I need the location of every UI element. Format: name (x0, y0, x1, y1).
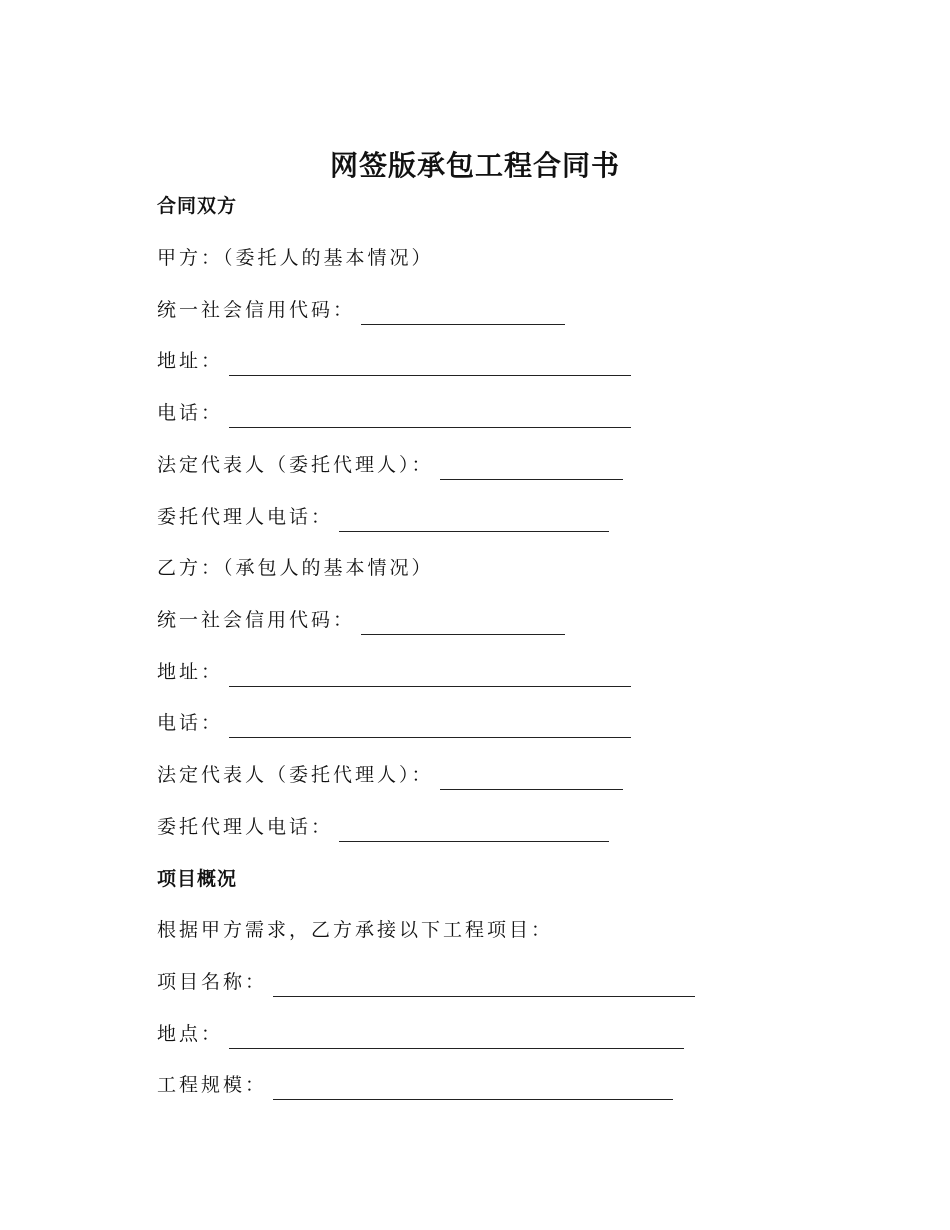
party-b-legal-rep-label: 法定代表人（委托代理人）： (157, 764, 434, 786)
location-row (157, 1019, 684, 1049)
party-b-address-label: 地址： (157, 661, 224, 683)
party-a-credit-code-field[interactable] (361, 300, 565, 325)
party-a-credit-code-row (157, 295, 565, 325)
party-a-phone-row (157, 398, 631, 428)
project-intro-text: 根据甲方需求，乙方承接以下工程项目： (157, 919, 554, 941)
party-a-phone-field[interactable] (229, 403, 631, 428)
party-b-address-row (157, 657, 631, 687)
party-a-address-label: 地址： (157, 350, 224, 372)
party-b-credit-code-field[interactable] (361, 610, 565, 635)
party-a-credit-code-label: 统一社会信用代码： (157, 299, 356, 321)
party-b-legal-rep-field[interactable] (440, 765, 623, 790)
party-b-credit-code-row (157, 605, 565, 635)
party-b-agent-phone-row (157, 812, 609, 842)
location-label: 地点： (157, 1023, 224, 1045)
project-name-label: 项目名称： (157, 971, 268, 993)
party-a-address-row (157, 346, 631, 376)
location-field[interactable] (229, 1024, 684, 1049)
party-a-agent-phone-field[interactable] (339, 507, 609, 532)
document-title: 网签版承包工程合同书 (329, 149, 620, 182)
party-a-legal-rep-field[interactable] (440, 455, 623, 480)
scale-row (157, 1070, 673, 1100)
party-a-header (157, 243, 434, 273)
section-heading-parties: 合同双方 (157, 195, 238, 217)
party-a-address-field[interactable] (229, 351, 631, 376)
party-b-phone-label: 电话： (157, 712, 224, 734)
scale-field[interactable] (273, 1075, 673, 1100)
party-b-legal-rep-row (157, 760, 623, 790)
party-b-agent-phone-field[interactable] (339, 817, 609, 842)
party-a-legal-rep-label: 法定代表人（委托代理人）： (157, 454, 434, 476)
party-b-header-text: 乙方：（承包人的基本情况） (157, 557, 434, 579)
project-intro (157, 915, 553, 945)
party-a-agent-phone-row (157, 502, 609, 532)
scale-label: 工程规模： (157, 1074, 268, 1096)
section-heading-project: 项目概况 (157, 868, 238, 890)
party-b-phone-row (157, 708, 631, 738)
party-a-agent-phone-label: 委托代理人电话： (157, 506, 334, 528)
party-a-header-text: 甲方：（委托人的基本情况） (157, 247, 434, 269)
party-b-credit-code-label: 统一社会信用代码： (157, 609, 356, 631)
party-b-header (157, 553, 434, 583)
party-b-phone-field[interactable] (229, 713, 631, 738)
party-b-agent-phone-label: 委托代理人电话： (157, 816, 334, 838)
project-name-row (157, 967, 695, 997)
party-a-phone-label: 电话： (157, 402, 224, 424)
project-name-field[interactable] (273, 972, 695, 997)
party-a-legal-rep-row (157, 450, 623, 480)
party-b-address-field[interactable] (229, 662, 631, 687)
